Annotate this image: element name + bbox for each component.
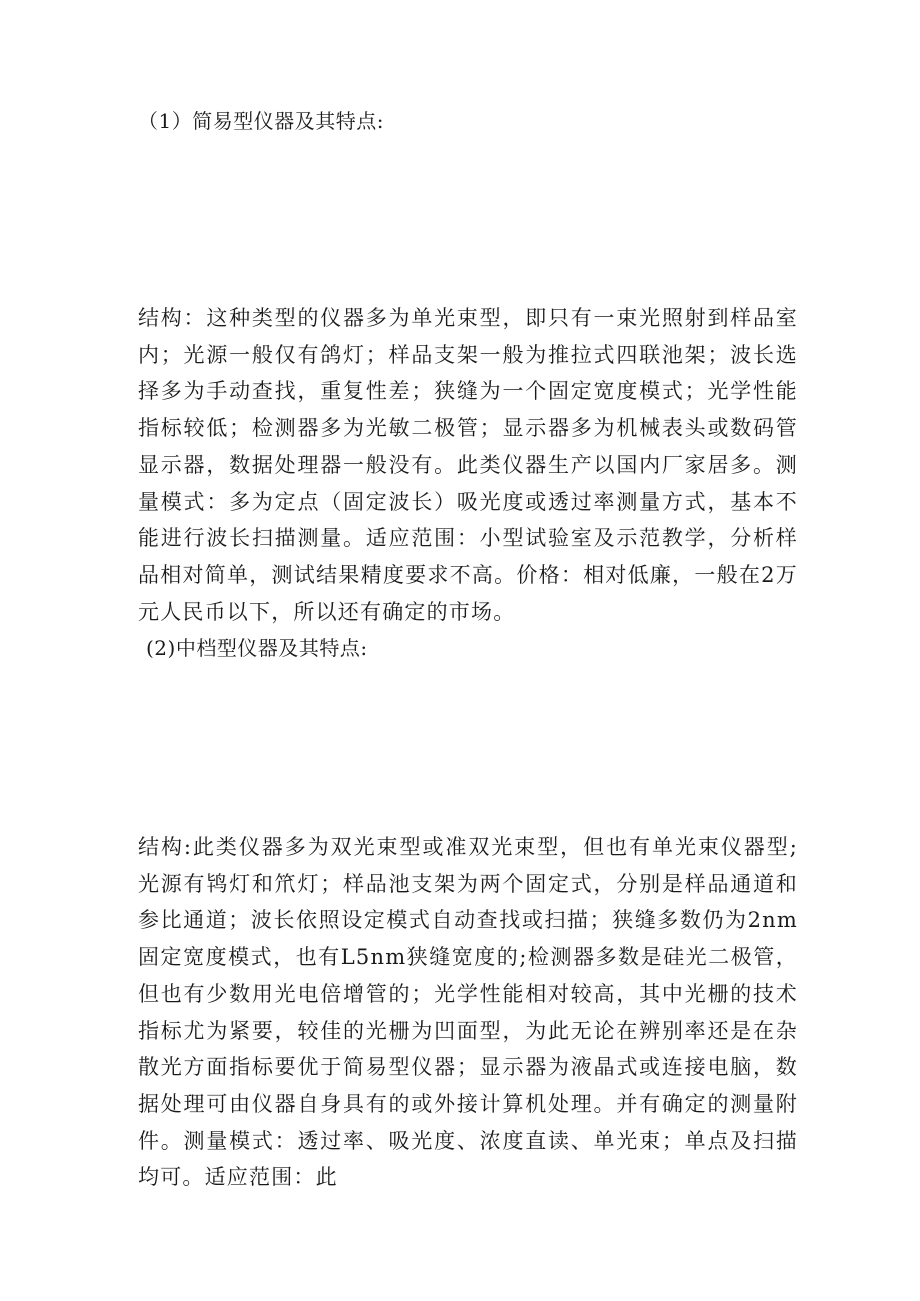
section-1-heading: （1）简易型仪器及其特点: xyxy=(138,109,384,133)
section-1-body: 结构：这种类型的仪器多为单光束型，即只有一束光照射到样品室内；光源一般仅有鸽灯；样品支架一般为推拉式四联池架；波长选择多为手动查找，重复性差；狭缝为一个固定宽度模式；光学性能指标较低；检测器多为光敏二极管；显示器多为机械表头或数码管显示器，数据处理器一般没有。此类仪器生产以国内厂家居多。测量模式：多为定点（固定波长）吸光度或透过率测量方式，基本不能进行波长扫描测量。适应范围：小型试验室及示范教学，分析样品相对简单，测试结果精度要求不高。价格：相对低廉，一般在2万元人民币以下，所以还有确定的市场。 xyxy=(138,306,798,624)
section-2-heading: (2)中档型仪器及其特点: xyxy=(146,636,368,660)
section-2-body: 结构:此类仪器多为双光束型或准双光束型，但也有单光束仪器型;光源有鸨灯和笊灯；样品池支架为两个固定式，分别是样品通道和参比通道；波长依照设定模式自动查找或扫描；狭缝多数仍为2nm固定宽度模式，也有L5nm狭缝宽度的;检测器多数是硅光二极管，但也有少数用光电倍增管的；光学性能相对较高，其中光栅的技术指标尤为紧要，较佳的光栅为凹面型，为此无论在辨别率还是在杂散光方面指标要优于简易型仪器；显示器为液晶式或连接电脑，数据处理可由仪器自身具有的或外接计算机处理。并有确定的测量附件。测量模式：透过率、吸光度、浓度直读、单光束；单点及扫描均可。适应范围：此 xyxy=(138,835,798,1190)
